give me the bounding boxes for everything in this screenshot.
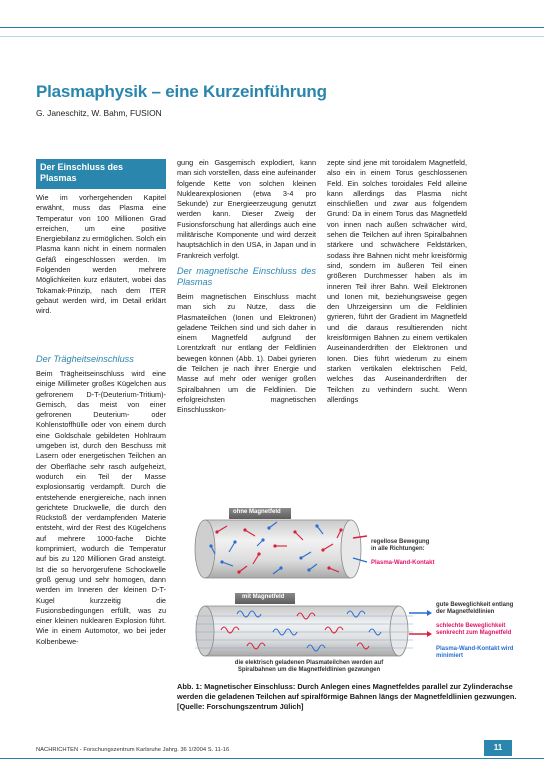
header-rule	[0, 36, 544, 37]
label-without-field: ohne Magnetfeld	[233, 509, 281, 515]
paragraph-col3: zepte sind jene mit toroidalem Magnetfeld, also ein in einem Torus geschlossenen Feld. Ein solches toroidales Feld alleine kann allerdings das Plasma nicht einschließen und zwar aus folgendem Grund: Da in einem Torus das Magnetfeld von innen nach außen schwächer wird, sehen die Teilchen auf ihren Spiralbahnen stärkere und schwächere Feldstärken, sodass ihre Bahnen nicht mehr kreisförmig sind, sondern im äußeren Teil einen größeren Durchmesser haben als im inneren Teil ihrer Bahn. Weil Elektronen und Ionen mit, beziehungsweise gegen den Uhrzeigersinn um die Feldlinien gyrieren, führt der Gradient im Magnetfeld und die daraus resultierenden nicht kreisförmigen Bahnen zu einem vertikalen Auseinanderdriften der Elektronen und Ionen. Dies führt wiederum zu einem starken vertikalen elektrischen Feld, welches das Auseinanderdriften der Teilchen zu verhindern sucht. Wenn allerdings	[327, 158, 467, 404]
label-good-mobility: gute Beweglichkeit entlang der Magnetfeldlinien	[436, 602, 514, 615]
article-authors: G. Janeschitz, W. Bahm, FUSION	[36, 108, 162, 118]
paragraph-magnet: Beim magnetischen Einschluss macht man sich zu Nutze, dass die Plasmateilchen (Ionen und Elektronen) geladene Teilchen sind und sich daher in einem Magnetfeld aufgrund der Lorentzkraft nur entlang der Feldlinien bewegen können (Abb. 1). Dabei gyrieren die Teilchen je nach ihrer Energie und Masse auf mehr oder weniger großen Spiralbahnen um die Feldlinien. Die erfolgreichsten magnetischen Einschlusskon-	[177, 291, 316, 415]
section-heading: Der Einschluss des Plasmas	[36, 159, 166, 189]
header-band	[0, 10, 544, 28]
column-1	[36, 349, 166, 647]
label-random-motion: regellose Bewegung in alle Richtungen:	[371, 539, 430, 552]
page-number: 11	[484, 740, 512, 756]
footer-citation: NACHRICHTEN - Forschungszentrum Karlsruhe Jahrg. 36 1/2004 S. 11-16	[36, 747, 230, 753]
paragraph-intro: Wie im vorhergehenden Kapitel erwähnt, muss das Plasma eine Temperatur von 100 Millionen Grad erreichen, um eine positive Energiebilanz zu ermöglichen. Solch ein Plasma kann nicht in einem normalen Gefäß eingeschlossen werden. Im Folgenden werden mehrere Möglichkeiten kurz erläutert, wobei das Tokamak-Prinzip, nach dem ITER gebaut werden wird, im Detail erklärt wird.	[36, 193, 166, 316]
label-plasma-wall-contact: Plasma-Wand-Kontakt	[371, 560, 435, 566]
figure-1	[177, 502, 532, 736]
column-2	[177, 158, 316, 416]
label-contact-minimized: Plasma-Wand-Kontakt wird minimiert	[436, 646, 514, 659]
cylinder-without-field	[195, 520, 361, 578]
paragraph-traegheit: Beim Trägheitseinschluss wird eine einige Millimeter großes Kügelchen aus gefrorenem D-T-(Deuterium-Tritium)-Gemisch, das meist von einer gefrorenen Deuterium- oder Kohlenstoffhülle oder von einem durch eine Goldschale gebildeten Hohlraum umgeben ist, durch den Beschuss mit Lasern oder energetischen Teilchen an der Oberfläche sehr rasch aufgeheizt, wodurch ein Teil der Masse explosionsartig verdampft. Durch die entstehende energiereiche, nach innen gerichtete Druckwelle, die durch den Rückstoß der verdampfenden Materie entsteht, wird der Rest des Kügelchens auf mehrere 1000-fache Dichte komprimiert, wodurch die Temperatur auf bis zu 120 Millionen Grad ansteigt. Ist die so hervorgerufene Schockwelle groß genug und sehr homogen, dann werden im Inneren der kleinen D-T-Kugel kurzzeitig die Fusionsbedingungen erfüllt, was zu einer kleinen nuklearen Explosion führt. Wie in einem Automotor, wo bei jeder Kolbenbewe-	[36, 369, 166, 646]
article-title: Plasmaphysik – eine Kurzeinführung	[36, 82, 327, 101]
subheading-traegheit: Der Trägheitseinschluss	[36, 354, 134, 364]
column-1-intro	[36, 193, 166, 317]
label-poor-mobility: schlechte Beweglichkeit senkrecht zum Magnetfeld	[436, 623, 512, 636]
figure-caption: Abb. 1: Magnetischer Einschluss: Durch Anlegen eines Magnetfeldes parallel zur Zylinderachse werden die geladenen Teilchen auf spiralförmige Bahnen längs der Magnetfeldlinien gezwungen. [Quelle: Forschungszentrum Jülich]	[177, 682, 517, 711]
label-with-field: mit Magnetfeld	[242, 594, 285, 600]
paragraph-col2-top: gung ein Gasgemisch explodiert, kann man sich vorstellen, dass eine aufeinander folgende Kette von solchen kleinen Nuklearexplosionen (etwa 3-4 pro Sekunde) zur Energieerzeugung genutzt werden kann. Dieser Zweig der Fusionsforschung hat allerdings auch eine militärische Komponente und wird derzeit hauptsächlich in den USA, in Japan und in Frankreich verfolgt.	[177, 158, 316, 260]
column-3	[327, 158, 467, 405]
subheading-magnet: Der magnetische Einschluss des Plasmas	[177, 265, 316, 287]
label-spiral-orbits: die elektrisch geladenen Plasmateilchen werden auf Spiralbahnen um die Magnetfeldlinien gezwungen	[234, 660, 384, 673]
footer-rule	[0, 758, 544, 759]
